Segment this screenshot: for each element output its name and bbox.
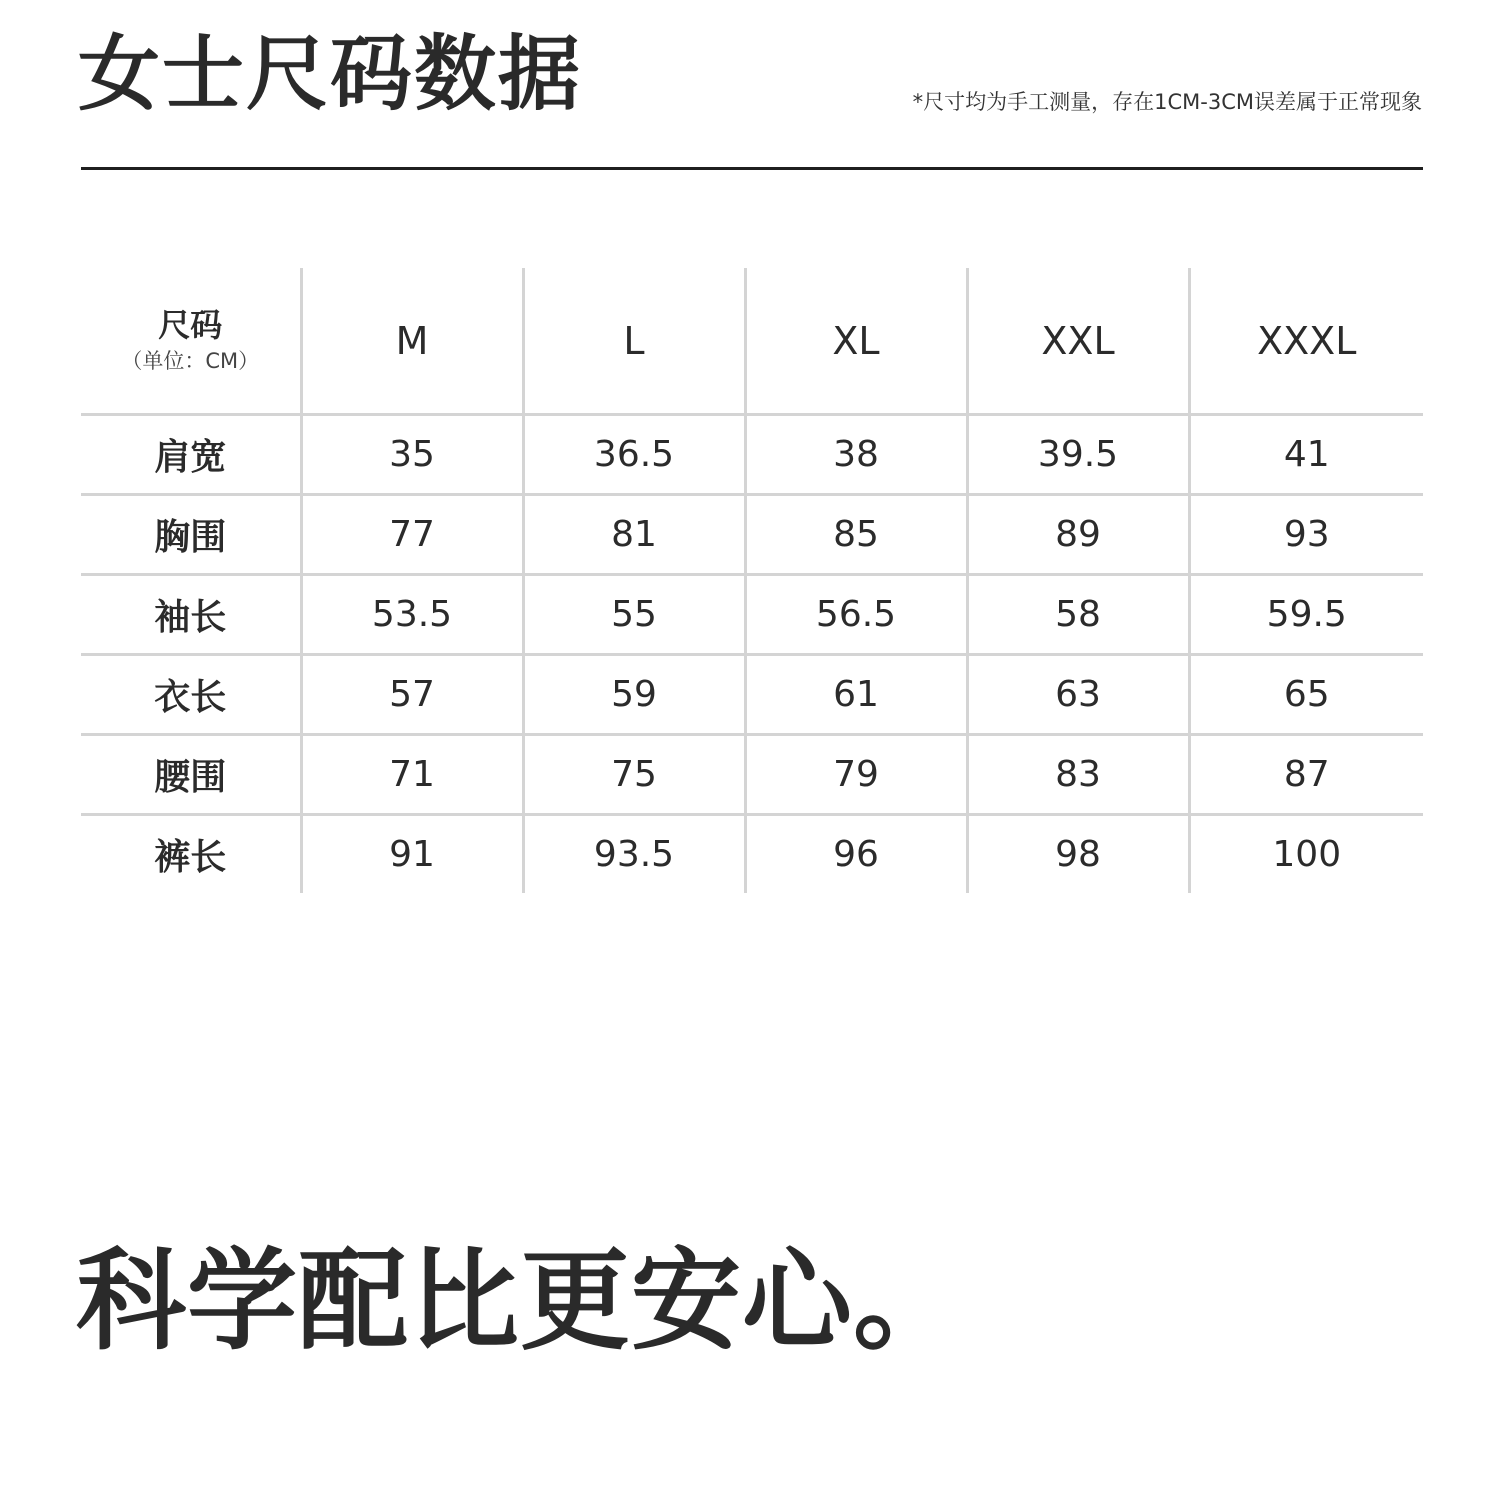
title-divider bbox=[81, 167, 1423, 170]
row-label: 衣长 bbox=[81, 655, 301, 735]
row-label: 裤长 bbox=[154, 837, 227, 878]
table-cell: 39.5 bbox=[967, 415, 1189, 495]
table-row bbox=[81, 735, 1423, 815]
corner-label: 尺码 bbox=[158, 306, 223, 344]
row-label: 肩宽 bbox=[81, 415, 301, 495]
row-label: 袖长 bbox=[81, 575, 301, 655]
table-cell: 77 bbox=[301, 495, 523, 575]
table-cell: 79 bbox=[745, 735, 967, 815]
table-cell: 63 bbox=[967, 655, 1189, 735]
table-header-row bbox=[81, 268, 1423, 415]
table-cell: 71 bbox=[301, 735, 523, 815]
table-cell: 55 bbox=[523, 575, 745, 655]
column-header-xl: XL bbox=[745, 268, 967, 415]
table-cell: 87 bbox=[1189, 735, 1423, 815]
table-cell: 75 bbox=[523, 735, 745, 815]
table-cell: 56.5 bbox=[745, 575, 967, 655]
measurement-note: *尺寸均为手工测量，存在1CM-3CM误差属于正常现象 bbox=[912, 90, 1422, 114]
table-row bbox=[81, 815, 1423, 894]
table-cell: 96 bbox=[745, 815, 967, 894]
corner-unit: （单位：CM） bbox=[121, 348, 260, 373]
table-cell: 98 bbox=[967, 815, 1189, 894]
row-label: 胸围 bbox=[81, 495, 301, 575]
table-row bbox=[81, 415, 1423, 495]
column-header-l: L bbox=[523, 268, 745, 415]
table-cell: 57 bbox=[301, 655, 523, 735]
table-row bbox=[81, 575, 1423, 655]
size-table bbox=[81, 268, 1423, 893]
table-cell: 38 bbox=[745, 415, 967, 495]
table-cell: 89 bbox=[967, 495, 1189, 575]
slogan: 科学配比更安心。 bbox=[76, 1237, 964, 1365]
table-cell: 59 bbox=[523, 655, 745, 735]
table-row bbox=[81, 495, 1423, 575]
table-cell: 91 bbox=[301, 815, 523, 894]
table-cell: 65 bbox=[1189, 655, 1423, 735]
page-title: 女士尺码数据 bbox=[78, 27, 583, 122]
column-header-m: M bbox=[301, 268, 523, 415]
corner-cell bbox=[81, 268, 301, 415]
row-label: 腰围 bbox=[81, 735, 301, 815]
table-cell: 81 bbox=[523, 495, 745, 575]
table-cell: 41 bbox=[1189, 415, 1423, 495]
column-header-xxl: XXL bbox=[967, 268, 1189, 415]
table-cell: 36.5 bbox=[523, 415, 745, 495]
table-cell: 53.5 bbox=[301, 575, 523, 655]
table-cell: 85 bbox=[745, 495, 967, 575]
table-row bbox=[81, 655, 1423, 735]
column-header-xxxl: XXXL bbox=[1189, 268, 1423, 415]
table-cell: 58 bbox=[967, 575, 1189, 655]
table-cell: 100 bbox=[1189, 815, 1423, 894]
table-cell: 93 bbox=[1189, 495, 1423, 575]
table-cell: 83 bbox=[967, 735, 1189, 815]
table-cell: 93.5 bbox=[523, 815, 745, 894]
table-cell: 35 bbox=[301, 415, 523, 495]
table-cell: 59.5 bbox=[1189, 575, 1423, 655]
table-cell: 61 bbox=[745, 655, 967, 735]
